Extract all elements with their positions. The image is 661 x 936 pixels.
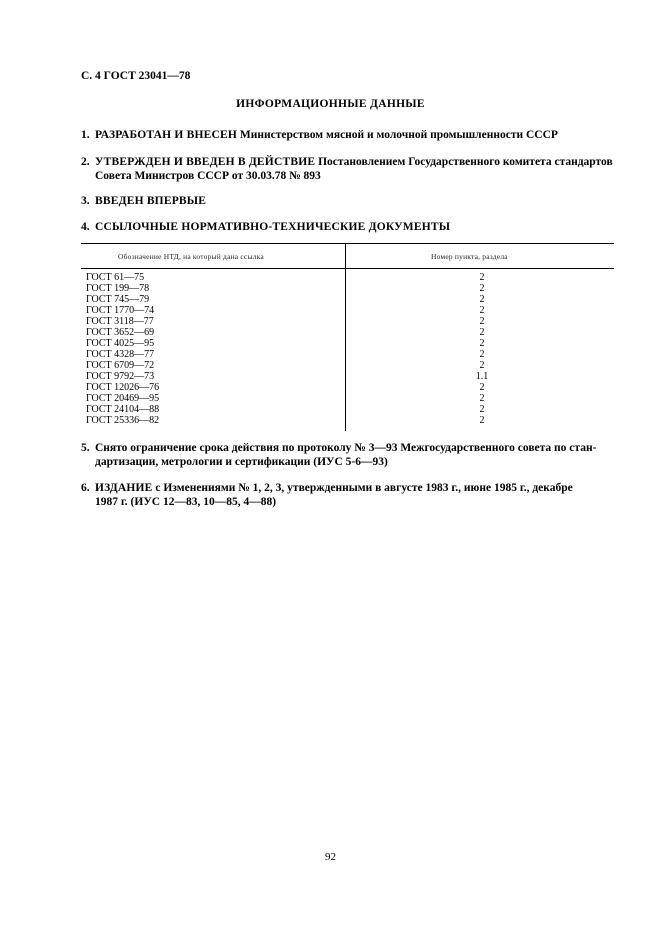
item-heading: ССЫЛОЧНЫЕ НОРМАТИВНО-ТЕХНИЧЕСКИЕ ДОКУМЕНТЫ [95,221,451,233]
table-cell-ref: 2 [479,272,485,283]
table-cell-doc: ГОСТ 4328—77 [86,349,155,360]
info-item-5 [81,441,618,469]
table-cell-ref: 2 [479,415,485,426]
item-text-line2: 1987 г. (ИУС 12—83, 10—85, 4—88) [95,496,277,508]
table-cell-ref: 2 [479,294,485,305]
item-text: Снято ограничение срока действия по протоколу № 3—93 Межгосударственного совета по стан- [95,442,597,454]
info-item-1 [81,128,618,142]
table-top-rule [81,243,614,244]
table-cell-ref: 2 [479,305,485,316]
table-cell-ref: 1.1 [475,371,489,382]
table-ref-column [472,272,492,426]
table-cell-doc: ГОСТ 3652—69 [86,327,155,338]
table-cell-doc: ГОСТ 24104—88 [86,404,160,415]
table-cell-doc: ГОСТ 745—79 [86,294,150,305]
table-cell-doc: ГОСТ 61—75 [86,272,145,283]
table-column-divider [345,243,346,431]
table-cell-doc: ГОСТ 20469—95 [86,393,160,404]
table-cell-doc: ГОСТ 12026—76 [86,382,160,393]
item-text: Постановлением Государственного комитета стандартов [315,156,613,168]
table-cell-doc: ГОСТ 4025—95 [86,338,155,349]
table-cell-ref: 2 [479,404,485,415]
table-cell-doc: ГОСТ 25336—82 [86,415,160,426]
table-cell-ref: 2 [479,360,485,371]
item-heading: ВВЕДЕН ВПЕРВЫЕ [95,195,207,207]
table-cell-ref: 2 [479,338,485,349]
table-header-rule [81,268,614,269]
info-item-6 [81,481,618,509]
info-item-2 [81,155,618,183]
table-cell-doc: ГОСТ 6709—72 [86,360,155,371]
item-text: Министерством мясной и молочной промышленности СССР [237,129,558,141]
item-number: 6. [81,482,90,494]
item-text-line2: Совета Министров СССР от 30.03.78 № 893 [95,170,321,182]
item-text: с Изменениями № 1, 2, 3, утвержденными в августе 1983 г., июне 1985 г., декабре [152,482,573,494]
section-title: ИНФОРМАЦИОННЫЕ ДАННЫЕ [236,98,425,110]
table-cell-ref: 2 [479,393,485,404]
table-cell-ref: 2 [479,316,485,327]
item-number: 2. [81,156,90,168]
page-number: 92 [325,851,336,863]
item-number: 5. [81,442,90,454]
table-cell-ref: 2 [479,327,485,338]
table-cell-doc: ГОСТ 1770—74 [86,305,155,316]
table-cell-doc: ГОСТ 3118—77 [86,316,154,327]
table-header-designation: Обозначение НТД, на который дана ссылка [118,252,264,261]
item-number: 3. [81,195,90,207]
table-header-clause: Номер пункта, раздела [431,252,508,261]
table-cell-ref: 2 [479,349,485,360]
info-item-4 [81,220,618,234]
item-heading: ИЗДАНИЕ [95,482,153,494]
table-cell-doc: ГОСТ 9792—73 [86,371,155,382]
table-cell-doc: ГОСТ 199—78 [86,283,150,294]
item-text-line2: дартизации, метрологии и сертификации (ИУС 5-6—93) [95,456,388,468]
info-item-3 [81,194,618,208]
item-number: 4. [81,221,90,233]
item-heading: УТВЕРЖДЕН И ВВЕДЕН В ДЕЙСТВИЕ [95,156,316,168]
table-doc-column [86,272,159,426]
page-header: С. 4 ГОСТ 23041—78 [81,70,191,82]
item-number: 1. [81,129,90,141]
table-cell-ref: 2 [479,382,485,393]
item-heading: РАЗРАБОТАН И ВНЕСЕН [95,129,238,141]
table-cell-ref: 2 [479,283,485,294]
